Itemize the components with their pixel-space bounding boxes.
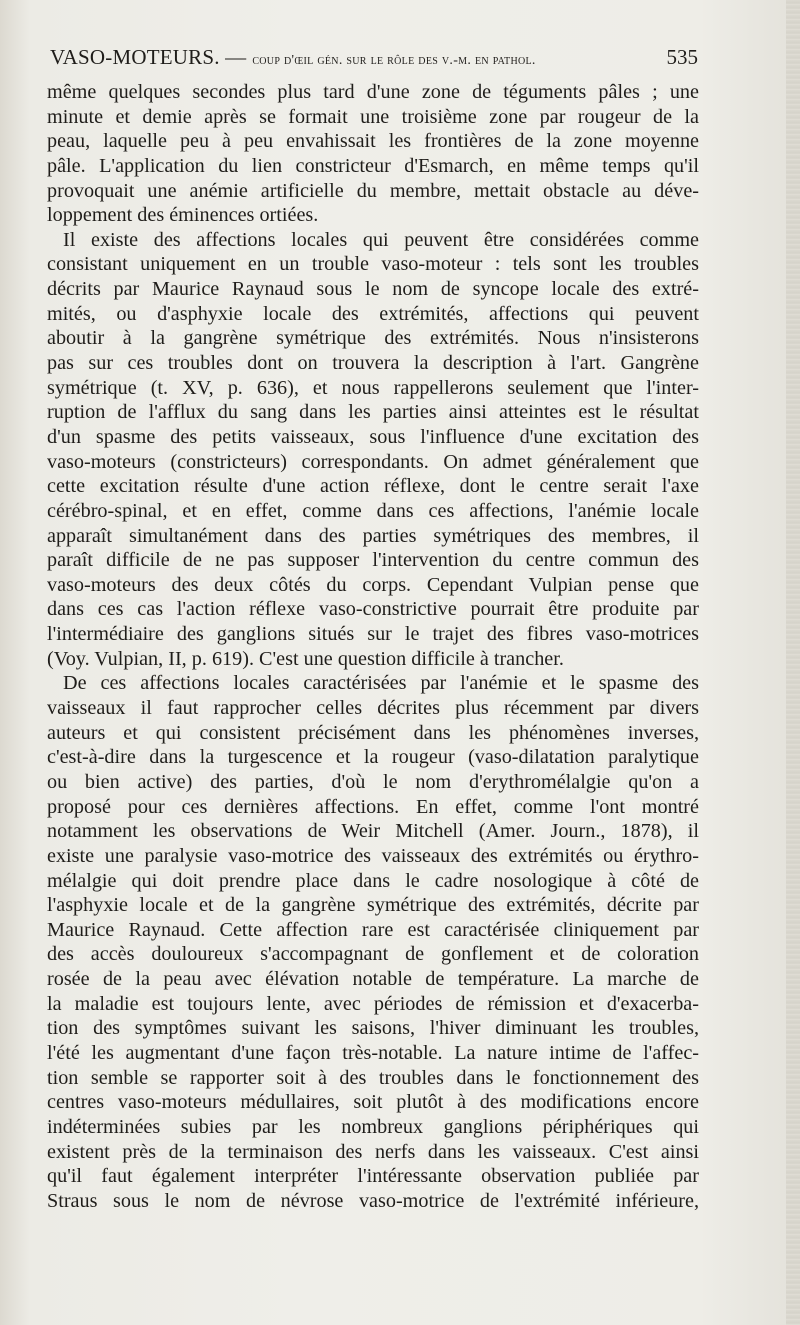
text-line: De ces affections locales caractérisées par l'anémie et le spasme des: [63, 672, 699, 695]
text-line: ruption de l'afflux du sang dans les parties ainsi atteintes est le résultat: [47, 401, 699, 424]
text-line: provoquait une anémie artificielle du membre, mettait obstacle au déve-: [47, 179, 699, 202]
text-line: l'asphyxie locale et de la gangrène symétrique des extrémités, décrite par: [47, 894, 699, 917]
text-line: tion semble se rapporter soit à des troubles dans le fonctionnement des: [47, 1066, 699, 1089]
text-line: l'été les augmentant d'une façon très-notable. La nature intime de l'affec-: [47, 1041, 699, 1064]
text-line: aboutir à la gangrène symétrique des extrémités. Nous n'insisterons: [47, 327, 699, 350]
text-line: c'est-à-dire dans la turgescence et la rougeur (vaso-dilatation paralytique: [47, 746, 699, 769]
text-line: rosée de la peau avec élévation notable de température. La marche de: [47, 968, 699, 991]
text-line: paraît difficile de ne pas supposer l'intervention du centre commun des: [47, 549, 699, 572]
text-line: vaso-moteurs (constricteurs) correspondants. On admet généralement que: [47, 450, 699, 473]
text-line: pâle. L'application du lien constricteur d'Esmarch, en même temps qu'il: [47, 154, 699, 177]
text-line: vaso-moteurs des deux côtés du corps. Cependant Vulpian pense que: [47, 573, 699, 596]
text-line: d'un spasme des petits vaisseaux, sous l'influence d'une excitation des: [47, 425, 699, 448]
text-line: existent près de la terminaison des nerfs dans les vaisseaux. C'est ainsi: [47, 1140, 699, 1163]
text-line: Il existe des affections locales qui peuvent être considérées comme: [63, 228, 699, 251]
page-stack-edge: [786, 0, 800, 1325]
text-line: tion des symptômes suivant les saisons, l'hiver diminuant les troubles,: [47, 1017, 699, 1040]
text-line: apparaît simultanément dans des parties symétriques des membres, il: [47, 524, 699, 547]
body-text: [47, 80, 699, 1213]
text-line: mités, ou d'asphyxie locale des extrémités, affections qui peuvent: [47, 302, 699, 325]
text-line: loppement des éminences ortiées.: [47, 204, 319, 227]
text-line: ou bien active) des parties, d'où le nom d'erythromélalgie qu'on a: [47, 770, 699, 793]
text-line: centres vaso-moteurs médullaires, soit plutôt à des modifications encore: [47, 1091, 699, 1114]
running-header: [50, 42, 700, 72]
text-line: consistant uniquement en un trouble vaso-moteur : tels sont les troubles: [47, 253, 699, 276]
text-line: même quelques secondes plus tard d'une zone de téguments pâles ; une: [47, 81, 699, 103]
text-line: cette excitation résulte d'une action réflexe, dont le centre serait l'axe: [47, 475, 699, 498]
text-line: existe une paralysie vaso-motrice des vaisseaux des extrémités ou érythro-: [47, 844, 699, 867]
text-line: minute et demie après se formait une troisième zone par rougeur de la: [47, 105, 699, 128]
running-title: VASO-MOTEURS. —: [50, 45, 247, 69]
text-line: indéterminées subies par les nombreux ganglions périphériques qui: [47, 1115, 699, 1138]
text-line: dans ces cas l'action réflexe vaso-constrictive pourrait être produite par: [47, 598, 699, 621]
text-line: qu'il faut également interpréter l'intéressante observation publiée par: [47, 1165, 699, 1188]
text-line: mélalgie qui doit prendre place dans le cadre nosologique à côté de: [47, 869, 699, 892]
text-line: des accès douloureux s'accompagnant de gonflement et de coloration: [47, 943, 699, 966]
running-subtitle: coup d'œil gén. sur le rôle des v.-m. en pathol.: [252, 53, 536, 68]
text-line: peau, laquelle peu à peu envahissait les frontières de la zone moyenne: [47, 130, 699, 153]
text-line: Maurice Raynaud. Cette affection rare est caractérisée cliniquement par: [47, 918, 699, 941]
text-line: notamment les observations de Weir Mitchell (Amer. Journ., 1878), il: [47, 820, 699, 843]
text-line: décrits par Maurice Raynaud sous le nom de syncope locale des extré-: [47, 278, 699, 301]
text-line: Straus sous le nom de névrose vaso-motrice de l'extrémité inférieure,: [47, 1189, 699, 1212]
text-line: l'intermédiaire des ganglions situés sur le trajet des fibres vaso-motrices: [47, 623, 699, 646]
text-line: vaisseaux il faut rapprocher celles décrites plus récemment par divers: [47, 697, 699, 720]
text-line: symétrique (t. XV, p. 636), et nous rappellerons seulement que l'inter-: [47, 376, 699, 399]
text-line: (Voy. Vulpian, II, p. 619). C'est une question difficile à trancher.: [47, 647, 564, 670]
text-line: la maladie est toujours lente, avec périodes de rémission et d'exacerba-: [47, 992, 699, 1015]
text-line: pas sur ces troubles dont on trouvera la description à l'art. Gangrène: [47, 352, 699, 375]
page-number: 535: [666, 45, 698, 69]
text-line: auteurs et qui consistent précisément dans les phénomènes inverses,: [47, 721, 699, 744]
text-line: proposé pour ces dernières affections. En effet, comme l'ont montré: [47, 795, 699, 818]
text-line: cérébro-spinal, et en effet, comme dans ces affections, l'anémie locale: [47, 499, 699, 522]
